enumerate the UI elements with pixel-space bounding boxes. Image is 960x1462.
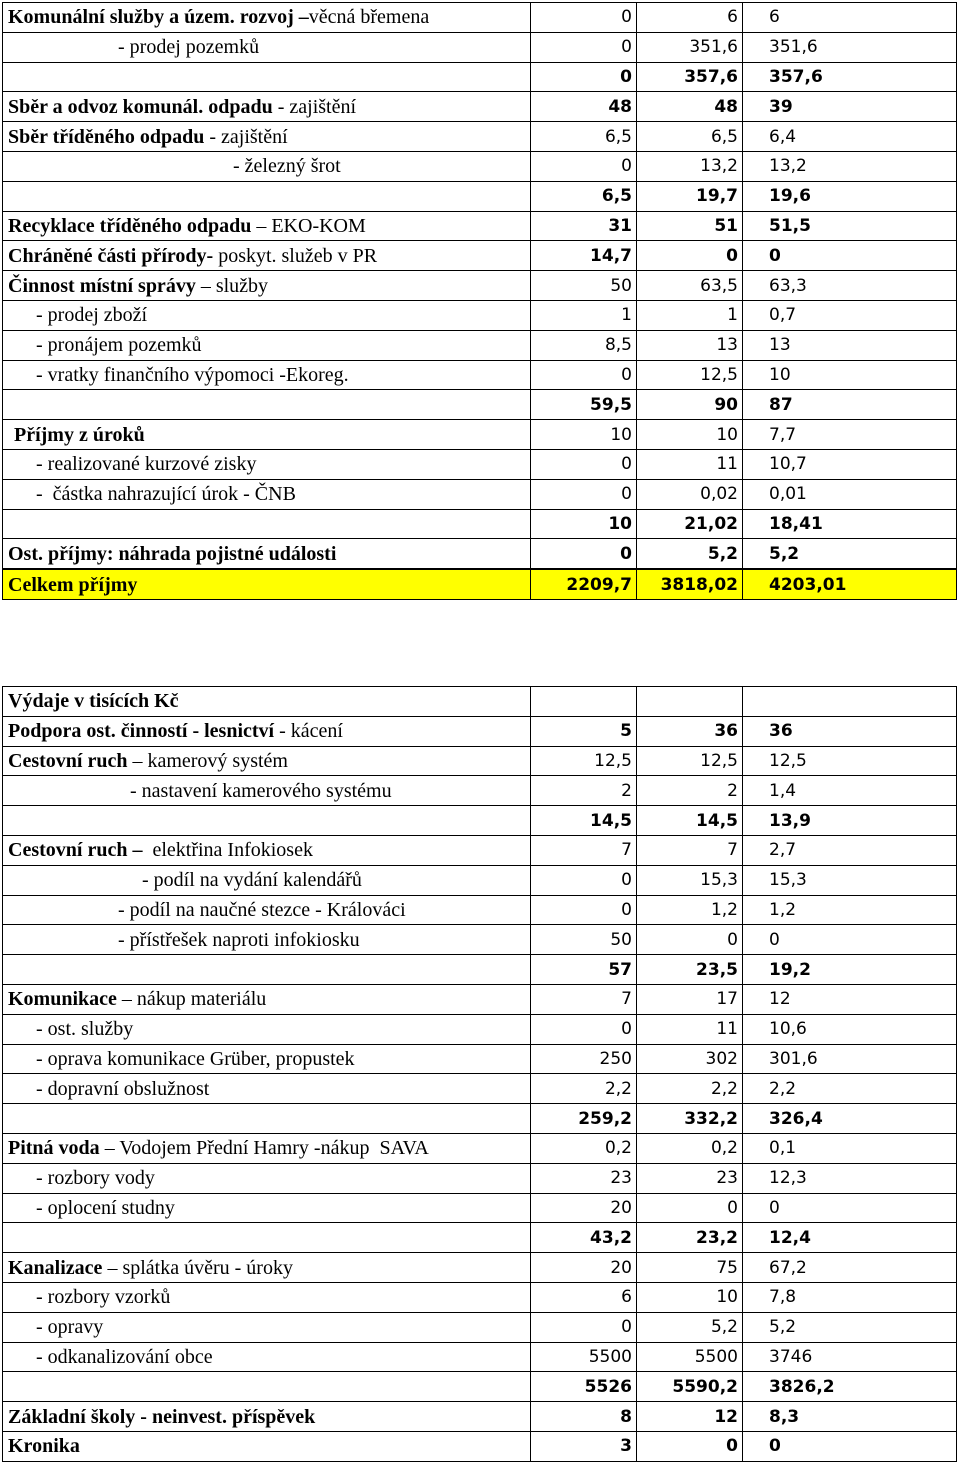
value-cell: 302 — [637, 1044, 743, 1074]
value-cell: 0 — [637, 241, 743, 271]
row-label-heading: Cestovní ruch — [8, 749, 128, 772]
value-cell: 5526 — [531, 1372, 637, 1402]
row-label-heading: Sběr tříděného odpadu — [8, 125, 205, 148]
row-label-heading: Sběr a odvoz komunál. odpadu — [8, 95, 273, 118]
table-row — [3, 241, 957, 271]
row-label — [3, 895, 531, 925]
row-label — [3, 32, 531, 62]
value-cell: 17 — [637, 984, 743, 1014]
row-label-text: - odkanalizování obce — [36, 1345, 213, 1368]
row-label — [3, 300, 531, 330]
table-row — [3, 984, 957, 1014]
value-cell: 50 — [531, 925, 637, 955]
value-cell: 8,5 — [531, 330, 637, 360]
row-label-text: - prodej pozemků — [118, 36, 260, 59]
value-cell: 3826,2 — [743, 1372, 957, 1402]
row-label — [3, 835, 531, 865]
table-row — [3, 746, 957, 776]
table-row — [3, 716, 957, 746]
value-cell: 7 — [531, 835, 637, 865]
row-label-heading: Kronika — [8, 1435, 80, 1458]
value-cell: 7 — [637, 835, 743, 865]
value-cell: 3 — [531, 1431, 637, 1461]
row-label — [3, 1193, 531, 1223]
row-label-text: - přístřešek naproti infokiosku — [118, 928, 360, 951]
row-label — [3, 1431, 531, 1461]
row-label-heading: Komunikace — [8, 988, 117, 1011]
value-cell: 12,5 — [637, 746, 743, 776]
table-row — [3, 1193, 957, 1223]
value-cell: 50 — [531, 271, 637, 301]
row-label — [3, 3, 531, 33]
row-label-text: – nákup materiálu — [116, 988, 267, 1011]
value-cell: 11 — [637, 1014, 743, 1044]
value-cell: 6,5 — [531, 181, 637, 211]
value-cell: 12,5 — [637, 360, 743, 390]
value-cell: 357,6 — [743, 62, 957, 92]
row-label — [3, 865, 531, 895]
value-cell: 7 — [531, 984, 637, 1014]
value-cell: 5500 — [531, 1342, 637, 1372]
value-cell: 0 — [531, 865, 637, 895]
value-cell: 90 — [637, 390, 743, 420]
value-cell: 351,6 — [743, 32, 957, 62]
value-cell: 6 — [531, 1282, 637, 1312]
value-cell: 250 — [531, 1044, 637, 1074]
value-cell: 48 — [637, 92, 743, 122]
value-cell: 0 — [531, 449, 637, 479]
total-value: 2209,7 — [531, 569, 637, 599]
row-label-text: – EKO-KOM — [251, 214, 366, 237]
row-label-text: - železný šrot — [233, 155, 341, 178]
row-label-text: - rozbory vody — [36, 1167, 155, 1190]
value-cell: 57 — [531, 955, 637, 985]
value-cell: 5,2 — [743, 539, 957, 569]
table-row — [3, 420, 957, 450]
row-label-text: - oplocení studny — [36, 1196, 175, 1219]
table-row — [3, 1133, 957, 1163]
value-cell: 0 — [531, 1312, 637, 1342]
row-label — [3, 390, 531, 420]
row-label — [3, 716, 531, 746]
value-cell: 10 — [531, 420, 637, 450]
row-label-text: - zajištění — [204, 125, 288, 148]
table-row — [3, 1223, 957, 1253]
value-cell: 51,5 — [743, 211, 957, 241]
table-row — [3, 1342, 957, 1372]
value-cell: 0 — [637, 1193, 743, 1223]
value-cell: 2 — [637, 776, 743, 806]
value-cell: 63,3 — [743, 271, 957, 301]
value-cell: 87 — [743, 390, 957, 420]
value-cell: 0 — [743, 1193, 957, 1223]
row-label-text: elektřina Infokiosek — [142, 839, 313, 862]
value-cell: 2,7 — [743, 835, 957, 865]
value-cell: 23,2 — [637, 1223, 743, 1253]
row-label — [3, 420, 531, 450]
value-cell: 23 — [531, 1163, 637, 1193]
value-cell: 351,6 — [637, 32, 743, 62]
value-cell: 1 — [637, 300, 743, 330]
value-cell: 15,3 — [637, 865, 743, 895]
row-label — [3, 1223, 531, 1253]
value-cell: 6 — [743, 3, 957, 33]
table-row — [3, 181, 957, 211]
value-cell: 59,5 — [531, 390, 637, 420]
table-row — [3, 3, 957, 33]
value-cell: 8,3 — [743, 1402, 957, 1432]
row-label — [3, 62, 531, 92]
total-row — [3, 569, 957, 599]
table-row — [3, 1312, 957, 1342]
row-label — [3, 776, 531, 806]
value-cell: 0 — [531, 1014, 637, 1044]
value-cell: 1 — [531, 300, 637, 330]
row-label — [3, 1372, 531, 1402]
value-cell: 5590,2 — [637, 1372, 743, 1402]
row-label — [3, 1253, 531, 1283]
value-cell: 0 — [531, 151, 637, 181]
table-row — [3, 1163, 957, 1193]
value-cell: 0 — [531, 539, 637, 569]
row-label-text: - částka nahrazující úrok - ČNB — [36, 483, 296, 506]
value-cell: 301,6 — [743, 1044, 957, 1074]
value-cell: 5,2 — [743, 1312, 957, 1342]
value-cell: 7,8 — [743, 1282, 957, 1312]
value-cell: 75 — [637, 1253, 743, 1283]
row-label — [3, 746, 531, 776]
value-cell: 3746 — [743, 1342, 957, 1372]
row-label-text: - kácení — [274, 720, 343, 743]
value-cell: 63,5 — [637, 271, 743, 301]
row-label-text: - prodej zboží — [36, 304, 148, 327]
value-cell: 31 — [531, 211, 637, 241]
row-label-text: - vratky finančního výpomoci -Ekoreg. — [36, 363, 349, 386]
row-label-text: – splátka úvěru - úroky — [102, 1256, 293, 1279]
value-cell: 1,2 — [637, 895, 743, 925]
table-row — [3, 271, 957, 301]
value-cell: 10 — [743, 360, 957, 390]
value-cell: 2 — [531, 776, 637, 806]
row-label — [3, 984, 531, 1014]
row-label-text: - realizované kurzové zisky — [36, 453, 257, 476]
value-cell: 48 — [531, 92, 637, 122]
income-table — [2, 2, 957, 600]
value-cell: 21,02 — [637, 509, 743, 539]
table-row — [3, 776, 957, 806]
value-cell: 13 — [743, 330, 957, 360]
expense-header-row — [3, 687, 957, 717]
value-cell: 0,02 — [637, 479, 743, 509]
row-label-text: - opravy — [36, 1316, 104, 1339]
value-cell: 6,4 — [743, 122, 957, 152]
row-label — [3, 1014, 531, 1044]
row-label — [3, 151, 531, 181]
expense-header: Výdaje v tisících Kč — [3, 687, 531, 717]
value-cell: 13,9 — [743, 806, 957, 836]
value-cell: 36 — [743, 716, 957, 746]
row-label — [3, 1074, 531, 1104]
row-label — [3, 806, 531, 836]
value-cell: 12,5 — [531, 746, 637, 776]
value-cell: 326,4 — [743, 1104, 957, 1134]
value-cell: 0,1 — [743, 1133, 957, 1163]
value-cell: 6,5 — [531, 122, 637, 152]
row-label — [3, 1044, 531, 1074]
table-row — [3, 1282, 957, 1312]
value-cell: 0 — [531, 895, 637, 925]
table-row — [3, 122, 957, 152]
row-label-text: – služby — [195, 274, 269, 297]
row-label — [3, 181, 531, 211]
row-label — [3, 509, 531, 539]
table-row — [3, 92, 957, 122]
row-label — [3, 271, 531, 301]
table-row — [3, 1372, 957, 1402]
table-row — [3, 151, 957, 181]
value-cell: 18,41 — [743, 509, 957, 539]
value-cell: 43,2 — [531, 1223, 637, 1253]
value-cell: 51 — [637, 211, 743, 241]
table-row — [3, 449, 957, 479]
value-cell: 0,2 — [637, 1133, 743, 1163]
value-cell: 36 — [637, 716, 743, 746]
row-label — [3, 955, 531, 985]
value-cell: 14,5 — [637, 806, 743, 836]
value-cell: 14,7 — [531, 241, 637, 271]
value-cell: 39 — [743, 92, 957, 122]
value-cell: 19,7 — [637, 181, 743, 211]
row-label — [3, 1312, 531, 1342]
table-row — [3, 865, 957, 895]
total-value: 4203,01 — [743, 569, 957, 599]
table-row — [3, 211, 957, 241]
row-label-heading: Podpora ost. činností - lesnictví — [8, 720, 275, 743]
row-label-text: poskyt. služeb v PR — [213, 244, 378, 267]
row-label-heading: Kanalizace — [8, 1256, 103, 1279]
value-cell: 332,2 — [637, 1104, 743, 1134]
row-label-heading: Ost. příjmy: náhrada pojistné události — [8, 542, 337, 565]
value-cell: 0 — [743, 1431, 957, 1461]
row-label — [3, 1402, 531, 1432]
table-row — [3, 1074, 957, 1104]
table-row — [3, 1014, 957, 1044]
value-cell: 7,7 — [743, 420, 957, 450]
row-label — [3, 1282, 531, 1312]
value-cell: 0 — [637, 925, 743, 955]
row-label-heading: Recyklace tříděného odpadu — [8, 214, 252, 237]
row-label-text: - dopravní obslužnost — [36, 1077, 210, 1100]
row-label-text: - pronájem pozemků — [36, 334, 202, 357]
value-cell: 5,2 — [637, 539, 743, 569]
table-row — [3, 32, 957, 62]
value-cell: 23,5 — [637, 955, 743, 985]
value-cell: 10 — [637, 1282, 743, 1312]
value-cell: 12,3 — [743, 1163, 957, 1193]
value-cell: 5,2 — [637, 1312, 743, 1342]
value-cell: 20 — [531, 1193, 637, 1223]
value-cell: 10,6 — [743, 1014, 957, 1044]
value-cell: 0 — [531, 32, 637, 62]
table-row — [3, 1402, 957, 1432]
row-label — [3, 479, 531, 509]
value-cell: 6,5 — [637, 122, 743, 152]
value-cell: 1,2 — [743, 895, 957, 925]
table-row — [3, 360, 957, 390]
table-row — [3, 479, 957, 509]
table-row — [3, 509, 957, 539]
value-cell: 2,2 — [637, 1074, 743, 1104]
value-cell: 12,4 — [743, 1223, 957, 1253]
row-label — [3, 241, 531, 271]
row-label-text: – kamerový systém — [127, 749, 288, 772]
row-label-heading: Základní školy - neinvest. příspěvek — [8, 1405, 316, 1428]
row-label-heading: Činnost místní správy — [8, 274, 196, 297]
row-label — [3, 211, 531, 241]
value-cell: 259,2 — [531, 1104, 637, 1134]
value-cell: 19,6 — [743, 181, 957, 211]
value-cell: 12 — [637, 1402, 743, 1432]
value-cell: 0,01 — [743, 479, 957, 509]
value-cell: 23 — [637, 1163, 743, 1193]
table-row — [3, 539, 957, 569]
value-cell: 1,4 — [743, 776, 957, 806]
value-cell: 0 — [531, 3, 637, 33]
row-label-text: - podíl na vydání kalendářů — [142, 869, 362, 892]
row-label — [3, 360, 531, 390]
row-label-text: – Vodojem Přední Hamry -nákup SAVA — [99, 1137, 429, 1160]
value-cell: 2,2 — [743, 1074, 957, 1104]
row-label — [3, 449, 531, 479]
table-row — [3, 955, 957, 985]
value-cell: 10 — [531, 509, 637, 539]
value-cell: 0,7 — [743, 300, 957, 330]
row-label-text: - podíl na naučné stezce - Králováci — [118, 898, 406, 921]
table-row — [3, 806, 957, 836]
value-cell: 2,2 — [531, 1074, 637, 1104]
table-row — [3, 300, 957, 330]
value-cell: 5500 — [637, 1342, 743, 1372]
table-row — [3, 62, 957, 92]
value-cell: 6 — [637, 3, 743, 33]
value-cell: 0 — [743, 241, 957, 271]
value-cell: 12,5 — [743, 746, 957, 776]
row-label-text: - oprava komunikace Grüber, propustek — [36, 1047, 355, 1070]
value-cell: 67,2 — [743, 1253, 957, 1283]
value-cell: 10,7 — [743, 449, 957, 479]
value-cell: 11 — [637, 449, 743, 479]
expense-table — [2, 686, 957, 1462]
row-label — [3, 925, 531, 955]
table-row — [3, 1104, 957, 1134]
total-label: Celkem příjmy — [3, 569, 531, 599]
value-cell: 10 — [637, 420, 743, 450]
value-cell: 357,6 — [637, 62, 743, 92]
table-row — [3, 1431, 957, 1461]
value-cell: 0 — [531, 479, 637, 509]
value-cell: 15,3 — [743, 865, 957, 895]
row-label-heading: Komunální služby a územ. rozvoj – — [8, 6, 309, 29]
row-label — [3, 1342, 531, 1372]
row-label-text: - nastavení kamerového systému — [130, 779, 392, 802]
table-row — [3, 390, 957, 420]
table-row — [3, 835, 957, 865]
row-label — [3, 92, 531, 122]
row-label-heading: Příjmy z úroků — [14, 423, 145, 446]
row-label — [3, 1163, 531, 1193]
value-cell: 14,5 — [531, 806, 637, 836]
row-label-text: - zajištění — [272, 95, 357, 118]
value-cell: 0 — [637, 1431, 743, 1461]
row-label — [3, 122, 531, 152]
value-cell: 13 — [637, 330, 743, 360]
value-cell: 0 — [531, 360, 637, 390]
value-cell: 0 — [743, 925, 957, 955]
table-row — [3, 1253, 957, 1283]
row-label — [3, 1104, 531, 1134]
row-label-heading: Cestovní ruch – — [8, 839, 143, 862]
total-value: 3818,02 — [637, 569, 743, 599]
value-cell: 12 — [743, 984, 957, 1014]
table-row — [3, 895, 957, 925]
value-cell: 19,2 — [743, 955, 957, 985]
row-label-text: - rozbory vzorků — [36, 1286, 171, 1309]
value-cell: 13,2 — [743, 151, 957, 181]
row-label-heading: Chráněné části přírody- — [8, 244, 214, 267]
value-cell: 20 — [531, 1253, 637, 1283]
row-label — [3, 539, 531, 569]
row-label — [3, 1133, 531, 1163]
value-cell: 0 — [531, 62, 637, 92]
value-cell: 13,2 — [637, 151, 743, 181]
table-row — [3, 925, 957, 955]
value-cell: 5 — [531, 716, 637, 746]
row-label-heading: Pitná voda — [8, 1137, 100, 1160]
row-label-text: - ost. služby — [36, 1018, 134, 1041]
value-cell: 8 — [531, 1402, 637, 1432]
row-label-text: věcná břemena — [308, 6, 430, 29]
table-row — [3, 330, 957, 360]
row-label — [3, 330, 531, 360]
value-cell: 0,2 — [531, 1133, 637, 1163]
table-row — [3, 1044, 957, 1074]
